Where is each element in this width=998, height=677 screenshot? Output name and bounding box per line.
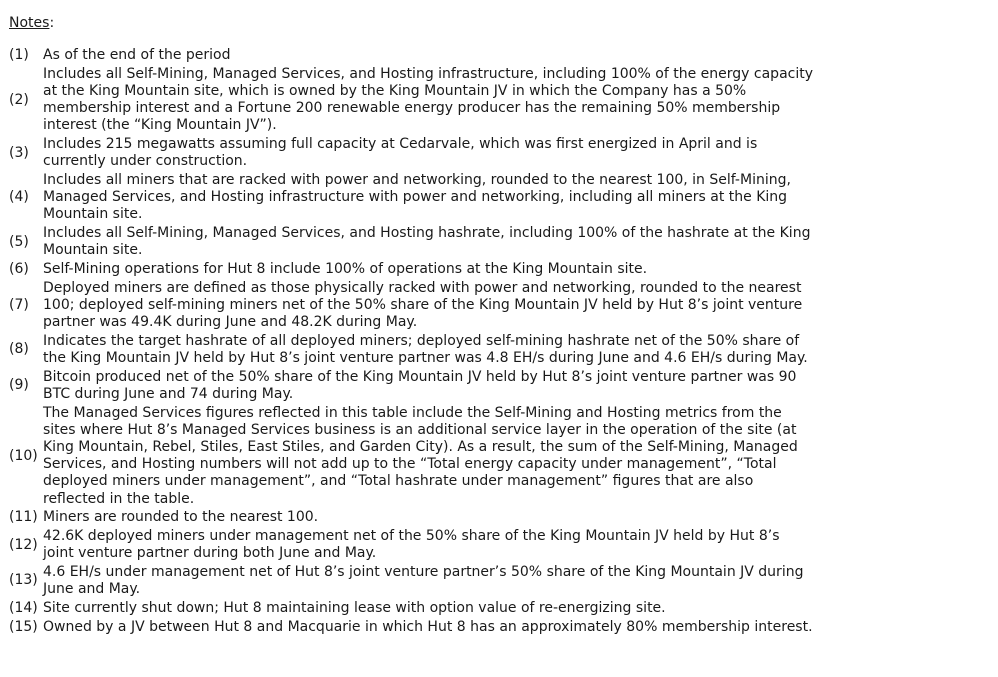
note-number: (3) — [9, 144, 29, 161]
note-number: (10) — [9, 447, 38, 464]
note-number: (11) — [9, 509, 38, 526]
note-item — [9, 225, 813, 261]
note-text: As of the end of the period — [43, 47, 231, 63]
note-item — [9, 66, 813, 136]
note-item — [9, 600, 813, 619]
note-number: (4) — [9, 189, 29, 206]
note-number: (7) — [9, 296, 29, 313]
notes-heading-label: Notes — [9, 15, 50, 31]
note-number: (2) — [9, 91, 29, 108]
note-item — [9, 509, 813, 528]
notes-heading-colon: : — [49, 15, 55, 31]
note-text: Bitcoin produced net of the 50% share of the King Mountain JV held by Hut 8’s joint venture partner was 90 BTC during June and 74 during May. — [43, 368, 797, 402]
note-item — [9, 172, 813, 225]
note-item — [9, 619, 813, 638]
note-item — [9, 564, 813, 600]
note-text: Includes all Self-Mining, Managed Services, and Hosting infrastructure, including 100% of the energy capacity at the King Mountain site, which is owned by the King Mountain JV in which the Company has a 50% membership interest and a Fortune 200 renewable energy producer has the remaining 50% membership interest (the “King Mountain JV”). — [43, 65, 814, 134]
note-number: (13) — [9, 572, 38, 589]
note-text: Deployed miners are defined as those physically racked with power and networking, rounded to the nearest 100; deployed self-mining miners net of the 50% share of the King Mountain JV held by Hut 8’s joint venture partner was 49.4K during June and 48.2K during May. — [43, 279, 803, 331]
note-text: Site currently shut down; Hut 8 maintaining lease with option value of re-energizing site. — [43, 599, 666, 616]
note-text: Includes 215 megawatts assuming full capacity at Cedarvale, which was first energized in April and is currently under construction. — [43, 136, 758, 170]
notes-heading — [9, 15, 998, 32]
note-text: Includes all miners that are racked with power and networking, rounded to the nearest 100, in Self-Mining, Managed Services, and Hosting infrastructure with power and networking, including all miners at the King Mountain site. — [43, 171, 791, 223]
note-text: 4.6 EH/s under management net of Hut 8’s joint venture partner’s 50% share of the King Mountain JV during June and May. — [43, 563, 804, 598]
note-text: Includes all Self-Mining, Managed Services, and Hosting hashrate, including 100% of the hashrate at the King Mountain site. — [43, 225, 811, 259]
note-item — [9, 528, 813, 564]
note-item — [9, 405, 813, 510]
note-item — [9, 47, 813, 66]
note-text: Self-Mining operations for Hut 8 include 100% of operations at the King Mountain site. — [43, 260, 648, 277]
note-text: Miners are rounded to the nearest 100. — [43, 509, 319, 526]
note-number: (14) — [9, 599, 38, 616]
note-number: (15) — [9, 618, 38, 635]
note-item — [9, 333, 813, 369]
note-item — [9, 136, 813, 172]
note-number: (8) — [9, 341, 29, 358]
note-number: (12) — [9, 536, 38, 553]
note-item — [9, 369, 813, 405]
note-item — [9, 261, 813, 280]
note-text: The Managed Services figures reflected in this table include the Self-Mining and Hosting metrics from the sites where Hut 8’s Managed Services business is an additional service layer in the operation of the site (at King Mountain, Rebel, Stiles, East Stiles, and Garden City). As a result, the sum of the Self-Mining, Managed Services, and Hosting numbers will not add up to the “Total energy capacity under management”, “Total deployed miners under management”, and “Total hashrate under management” figures that are also reflected in the table. — [43, 404, 798, 507]
note-number: (1) — [9, 47, 29, 63]
note-number: (6) — [9, 260, 29, 277]
note-text: 42.6K deployed miners under management net of the 50% share of the King Mountain JV held by Hut 8’s joint venture partner during both June and May. — [43, 527, 780, 562]
note-number: (5) — [9, 233, 29, 250]
note-text: Indicates the target hashrate of all deployed miners; deployed self-mining hashrate net of the 50% share of the King Mountain JV held by Hut 8’s joint venture partner was 4.8 EH/s during June and 4.6 EH/s during May. — [43, 332, 808, 366]
notes-list — [9, 47, 813, 637]
note-text: Owned by a JV between Hut 8 and Macquarie in which Hut 8 has an approximately 80% membership interest. — [43, 618, 813, 635]
note-number: (9) — [9, 377, 29, 394]
note-item — [9, 280, 813, 333]
